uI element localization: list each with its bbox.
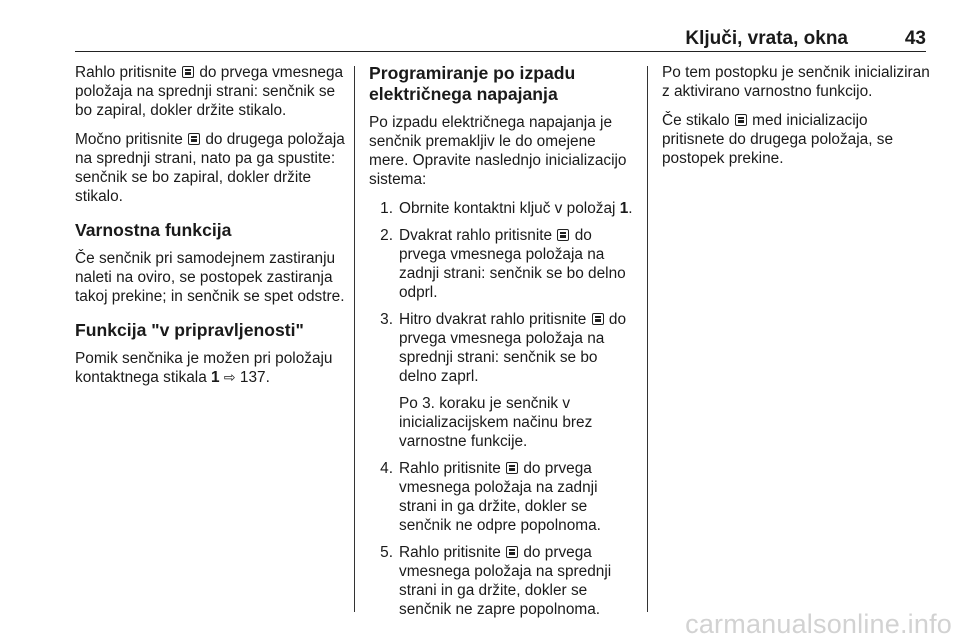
column-divider xyxy=(354,66,355,612)
list-item: 3. Hitro dvakrat rahlo pritisnite do prvega vmesnega položaja na sprednji strani: senčnik se bo delno zaprl. Po 3. koraku je senčnik v inicializacijskem načinu brez varnostne funkcije. xyxy=(369,310,635,451)
step-number: 2. xyxy=(380,227,393,244)
sunroof-switch-icon xyxy=(188,133,200,145)
watermark: carmanualsonline.info xyxy=(685,609,952,639)
paragraph: Pomik senčnika je možen pri položaju kontaktnega stikala 1 ⇨ 137. xyxy=(75,350,333,386)
sunroof-switch-icon xyxy=(182,66,194,78)
step-number: 1. xyxy=(380,200,393,217)
arrow-right-icon: ⇨ xyxy=(223,369,236,385)
section-heading: Programiranje po izpadu električnega napajanja xyxy=(369,63,576,104)
list-item: 4. Rahlo pritisnite do prvega vmesnega položaja na zadnji strani in ga držite, dokler se senčnik ne odpre popolnoma. xyxy=(369,459,635,535)
step-number: 3. xyxy=(380,311,393,328)
step-number: 4. xyxy=(380,460,393,477)
paragraph: Močno pritisnite do drugega položaja na sprednji strani, nato pa ga spustite: senčnik se bo zapiral, dokler držite stikalo. xyxy=(75,131,345,205)
paragraph: Rahlo pritisnite do prvega vmesnega položaja na sprednji strani: senčnik se bo zapiral, dokler držite stikalo. xyxy=(75,64,344,119)
sunroof-switch-icon xyxy=(506,546,518,558)
list-item: 1. Obrnite kontaktni ključ v položaj 1. xyxy=(369,199,635,218)
paragraph: Po tem postopku je senčnik inicializiran z aktivirano varnostno funkcijo. xyxy=(662,64,930,100)
section-heading: Funkcija "v pripravljenosti" xyxy=(75,320,304,340)
page-header xyxy=(0,0,960,52)
header-rule xyxy=(75,51,926,52)
column-divider xyxy=(647,66,648,612)
list-item: 2. Dvakrat rahlo pritisnite do prvega vmesnega položaja na zadnji strani: senčnik se bo delno odprl. xyxy=(369,226,635,302)
section-heading: Varnostna funkcija xyxy=(75,220,232,240)
steps-list xyxy=(369,199,635,619)
step-note: Po 3. koraku je senčnik v inicializacijskem načinu brez varnostne funkcije. xyxy=(399,395,593,450)
paragraph: Če stikalo med inicializacijo pritisnete do drugega položaja, se postopek prekine. xyxy=(662,112,894,167)
sunroof-switch-icon xyxy=(557,229,569,241)
column-right xyxy=(662,63,930,178)
page-number: 43 xyxy=(904,28,926,49)
sunroof-switch-icon xyxy=(506,462,518,474)
chapter-title: Ključi, vrata, okna xyxy=(685,28,848,49)
column-middle xyxy=(369,63,635,627)
column-left xyxy=(75,63,348,397)
step-number: 5. xyxy=(380,544,393,561)
paragraph: Po izpadu električnega napajanja je senčnik premakljiv le do omejene mere. Opravite naslednjo inicializacijo sistema: xyxy=(369,114,627,188)
sunroof-switch-icon xyxy=(592,313,604,325)
sunroof-switch-icon xyxy=(735,114,747,126)
list-item: 5. Rahlo pritisnite do prvega vmesnega položaja na sprednji strani in ga držite, dokler se senčnik ne zapre popolnoma. xyxy=(369,543,635,619)
paragraph: Če senčnik pri samodejnem zastiranju naleti na oviro, se postopek zastiranja takoj prekine; in senčnik se spet odstre. xyxy=(75,250,345,305)
